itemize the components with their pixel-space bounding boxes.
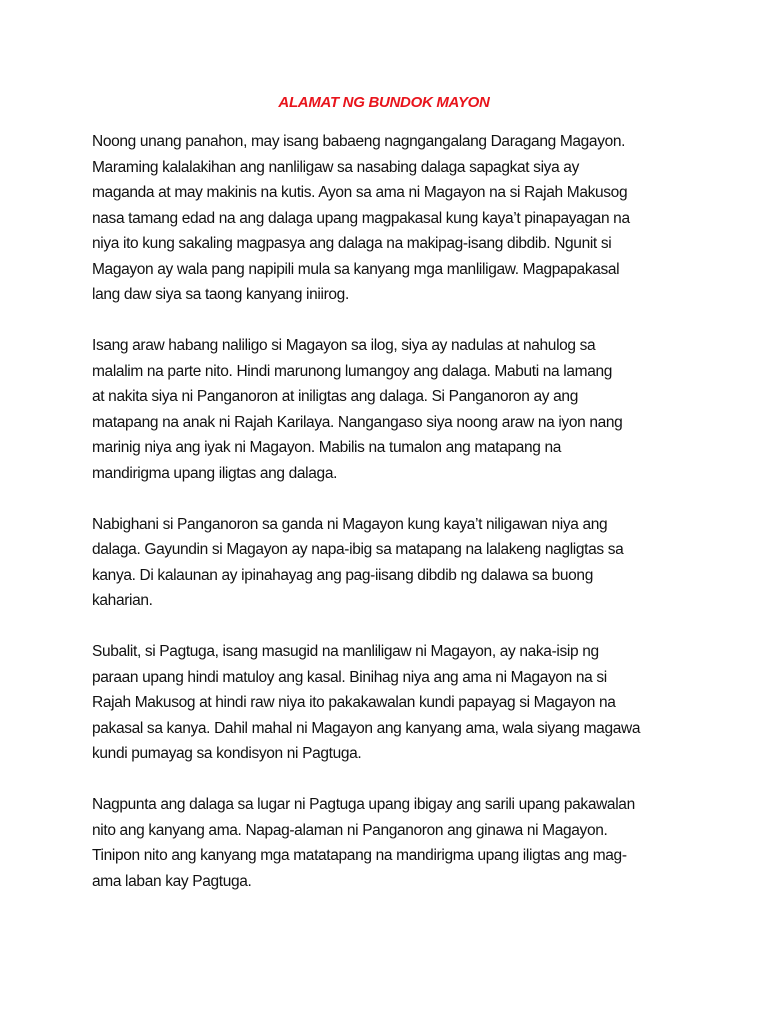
text-line: marinig niya ang iyak ni Magayon. Mabilis na tumalon ang matapang na xyxy=(92,439,562,456)
text-line: malalim na parte nito. Hindi marunong lumangoy ang dalaga. Mabuti na lamang xyxy=(92,362,613,380)
text-line: matapang na anak ni Rajah Karilaya. Nangangaso siya noong araw na iyon nang xyxy=(92,413,623,431)
paragraph-4 xyxy=(92,639,692,767)
text-line: mandirigma upang iligtas ang dalaga. xyxy=(92,464,338,482)
paragraph-1 xyxy=(92,129,692,308)
text-line: lang daw siya sa taong kanyang iniirog. xyxy=(92,286,349,303)
text-line: paraan upang hindi matuloy ang kasal. Binihag niya ang ama ni Magayon na si xyxy=(92,668,607,686)
text-line: maganda at may makinis na kutis. Ayon sa ama ni Magayon na si Rajah Makusog xyxy=(92,184,628,201)
text-line: ama laban kay Pagtuga. xyxy=(92,872,252,890)
text-line: nito ang kanyang ama. Napag-alaman ni Panganoron ang ginawa ni Magayon. xyxy=(92,821,608,839)
paragraph-2 xyxy=(92,333,692,486)
text-line: niya ito kung sakaling magpasya ang dalaga na makipag-isang dibdib. Ngunit si xyxy=(92,235,612,252)
paragraph-3 xyxy=(92,512,692,614)
text-line: kundi pumayag sa kondisyon ni Pagtuga. xyxy=(92,745,362,762)
text-line: Rajah Makusog at hindi raw niya ito pakakawalan kundi papayag si Magayon na xyxy=(92,694,616,711)
text-line: dalaga. Gayundin si Magayon ay napa-ibig sa matapang na lalakeng nagligtas sa xyxy=(92,541,624,558)
paragraph-5 xyxy=(92,792,692,894)
text-line: Noong unang panahon, may isang babaeng nagngangalang Daragang Magayon. xyxy=(92,133,626,150)
text-line: kanya. Di kalaunan ay ipinahayag ang pag-iisang dibdib ng dalawa sa buong xyxy=(92,566,593,584)
text-line: Magayon ay wala pang napipili mula sa kanyang mga manliligaw. Magpapakasal xyxy=(92,260,620,278)
text-line: Isang araw habang naliligo si Magayon sa ilog, siya ay nadulas at nahulog sa xyxy=(92,337,596,354)
text-line: Subalit, si Pagtuga, isang masugid na manliligaw ni Magayon, ay naka-isip ng xyxy=(92,643,599,660)
text-line: Nabighani si Panganoron sa ganda ni Magayon kung kaya’t niligawan niya ang xyxy=(92,515,608,533)
text-line: nasa tamang edad na ang dalaga upang magpakasal kung kaya’t pinapayagan na xyxy=(92,209,630,227)
document-title: ALAMAT NG BUNDOK MAYON xyxy=(278,94,490,111)
document-body xyxy=(92,129,692,920)
text-line: Maraming kalalakihan ang nanliligaw sa nasabing dalaga sapagkat siya ay xyxy=(92,158,579,176)
text-line: Nagpunta ang dalaga sa lugar ni Pagtuga upang ibigay ang sarili upang pakawalan xyxy=(92,796,635,813)
text-line: Tinipon nito ang kanyang mga matatapang na mandirigma upang iligtas ang mag- xyxy=(92,847,627,864)
text-line: pakasal sa kanya. Dahil mahal ni Magayon ang kanyang ama, wala siyang magawa xyxy=(92,719,641,737)
text-line: at nakita siya ni Panganoron at iniligtas ang dalaga. Si Panganoron ay ang xyxy=(92,388,578,405)
text-line: kaharian. xyxy=(92,592,153,609)
